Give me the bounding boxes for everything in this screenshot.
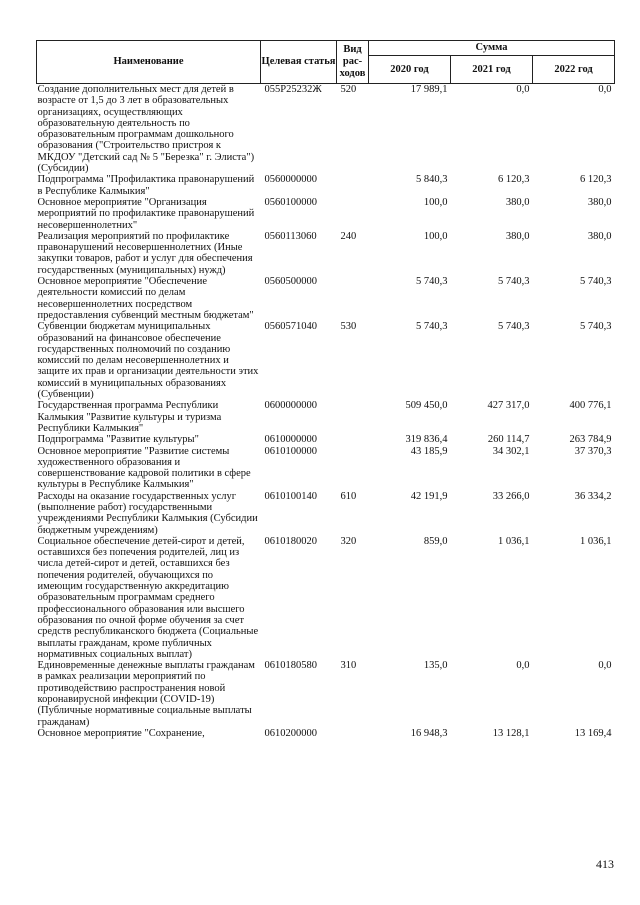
row-expense-type: 530 (340, 321, 357, 333)
row-expense-type (337, 434, 369, 445)
row-amount-2020: 100,0 (423, 230, 448, 242)
table-row (37, 400, 615, 434)
row-amount-2020: 859,0 (423, 535, 448, 547)
budget-table (36, 40, 615, 739)
row-target-article: 055P25232Ж (264, 84, 322, 95)
row-amount-2021: 5 740,3 (498, 321, 530, 333)
row-target-article: 0560500000 (264, 276, 317, 288)
row-expense-type (337, 197, 369, 231)
header-year-2021: 2021 год (451, 56, 533, 84)
row-amount-2021: 0,0 (516, 660, 530, 672)
row-amount-2022: 0,0 (598, 660, 612, 672)
row-name: Субвенции бюджетам муниципальных образований на финансовое обеспечение государственных полномочий по созданию комиссий по делам несовершеннолетних и защите их прав и организации деятельности этих комиссий в муниципальных образованиях (Субвенции) (37, 321, 259, 401)
row-amount-2021: 13 128,1 (492, 727, 530, 739)
row-amount-2020: 43 185,9 (410, 445, 448, 457)
row-amount-2021: 33 266,0 (492, 490, 530, 502)
row-target-article: 0600000000 (264, 400, 317, 412)
row-name: Основное мероприятие "Развитие системы художественного образования и совершенствование кадровой политики в сфере культуры в Республике Калмыкия" (37, 445, 251, 491)
row-amount-2020: 135,0 (423, 660, 448, 672)
table-row (37, 321, 615, 400)
row-expense-type: 240 (340, 230, 357, 242)
header-target-article: Целевая статья (261, 41, 337, 84)
row-expense-type (337, 728, 369, 739)
row-target-article: 0610100140 (264, 490, 317, 502)
row-amount-2021: 427 317,0 (487, 400, 530, 412)
row-amount-2020: 5 840,3 (416, 174, 448, 186)
row-expense-type (337, 276, 369, 321)
row-expense-type: 310 (340, 660, 357, 672)
row-amount-2022: 5 740,3 (580, 321, 612, 333)
row-amount-2021: 1 036,1 (498, 535, 530, 547)
row-amount-2022: 1 036,1 (580, 535, 612, 547)
row-name: Создание дополнительных мест для детей в возрасте от 1,5 до 3 лет в образовательных организациях, осуществляющих образовательную деятельность по образовательным программам дошкольного образования ("Строительство пристроя к МКДОУ "Детский сад № 5 "Березка" г. Элиста") (Субсидии) (37, 84, 255, 175)
row-amount-2022: 6 120,3 (580, 174, 612, 186)
row-amount-2022: 263 784,9 (569, 434, 612, 446)
row-name: Основное мероприятие "Организация мероприятий по профилактике правонарушений несовершеннолетних" (37, 196, 255, 231)
table-row (37, 84, 615, 175)
row-amount-2020: 16 948,3 (410, 727, 448, 739)
table-body (37, 84, 615, 740)
row-amount-2020: 42 191,9 (410, 490, 448, 502)
row-name: Реализация мероприятий по профилактике правонарушений несовершеннолетних (Иные закупки товаров, работ и услуг для обеспечения государственных (муниципальных) нужд) (37, 230, 253, 276)
row-amount-2021: 5 740,3 (498, 276, 530, 288)
table-row (37, 660, 615, 728)
row-expense-type: 320 (340, 535, 357, 547)
row-name: Подпрограмма "Развитие культуры" (37, 434, 199, 446)
row-amount-2022: 37 370,3 (574, 445, 612, 457)
row-amount-2022: 0,0 (598, 84, 612, 95)
row-amount-2021: 0,0 (516, 84, 530, 95)
row-amount-2020: 319 836,4 (405, 434, 448, 446)
row-amount-2021: 260 114,7 (487, 434, 530, 446)
header-year-2022: 2022 год (533, 56, 615, 84)
table-row (37, 276, 615, 321)
row-expense-type (337, 174, 369, 197)
row-amount-2021: 6 120,3 (498, 174, 530, 186)
row-name: Основное мероприятие "Сохранение, (37, 727, 205, 739)
table-row (37, 491, 615, 536)
row-amount-2022: 13 169,4 (574, 727, 612, 739)
row-expense-type (337, 400, 369, 434)
row-amount-2020: 509 450,0 (405, 400, 448, 412)
header-year-2020: 2020 год (369, 56, 451, 84)
row-target-article: 0560000000 (264, 174, 317, 186)
row-target-article: 0610100000 (264, 445, 317, 457)
table-row (37, 174, 615, 197)
row-amount-2022: 380,0 (587, 230, 612, 242)
row-amount-2022: 36 334,2 (574, 490, 612, 502)
table-row (37, 197, 615, 231)
row-target-article: 0560113060 (264, 230, 317, 242)
row-target-article: 0560571040 (264, 321, 317, 333)
row-amount-2021: 380,0 (505, 196, 530, 208)
row-name: Расходы на оказание государственных услуг (выполнение работ) государственными учреждениями Республики Калмыкия (Субсидии бюджетным учреждениям) (37, 490, 258, 536)
row-name: Единовременные денежные выплаты гражданам в рамках реализации мероприятий по противодействию распространения новой коронавирусной инфекции (COVID-19) (Публичные нормативные социальные выплаты гражданам) (37, 660, 255, 728)
row-amount-2022: 5 740,3 (580, 276, 612, 288)
row-amount-2020: 17 989,1 (410, 84, 448, 95)
row-target-article: 0610200000 (264, 727, 317, 739)
row-expense-type (337, 446, 369, 491)
table-row (37, 231, 615, 276)
table-row (37, 446, 615, 491)
row-expense-type: 520 (340, 84, 357, 95)
table-header (37, 41, 615, 84)
header-amount: Сумма (369, 41, 615, 56)
row-name: Подпрограмма "Профилактика правонарушений в Республике Калмыкия" (37, 174, 255, 197)
row-expense-type: 610 (340, 490, 357, 502)
row-amount-2022: 380,0 (587, 196, 612, 208)
row-target-article: 0610180020 (264, 535, 317, 547)
row-amount-2020: 5 740,3 (416, 276, 448, 288)
row-amount-2022: 400 776,1 (569, 400, 612, 412)
table-row (37, 434, 615, 445)
row-name: Социальное обеспечение детей-сирот и детей, оставшихся без попечения родителей, лиц из числа детей-сирот и детей, оставшихся без попечения родителей, обучающихся по имеющим государственную аккредитацию образовательным программам среднего профессионального образования или высшего образования по очной форме обучения за счет средств республиканского бюджета (Социальные выплаты гражданам, кроме публичных нормативных социальных выплат) (37, 535, 259, 660)
row-name: Государственная программа Республики Калмыкия "Развитие культуры и туризма Республики Калмыкия" (37, 400, 222, 434)
row-amount-2021: 380,0 (505, 230, 530, 242)
header-expense-type: Вид рас-ходов (337, 41, 369, 84)
table-row (37, 728, 615, 739)
row-amount-2020: 100,0 (423, 196, 448, 208)
row-amount-2021: 34 302,1 (492, 445, 530, 457)
table-row (37, 536, 615, 660)
row-target-article: 0610180580 (264, 660, 317, 672)
row-target-article: 0560100000 (264, 196, 317, 208)
row-target-article: 0610000000 (264, 434, 317, 446)
page-number: 413 (596, 857, 614, 871)
row-name: Основное мероприятие "Обеспечение деятельности комиссий по делам несовершеннолетних посредством предоставления субвенций местным бюджетам" (37, 276, 254, 321)
header-name: Наименование (37, 41, 261, 84)
row-amount-2020: 5 740,3 (416, 321, 448, 333)
